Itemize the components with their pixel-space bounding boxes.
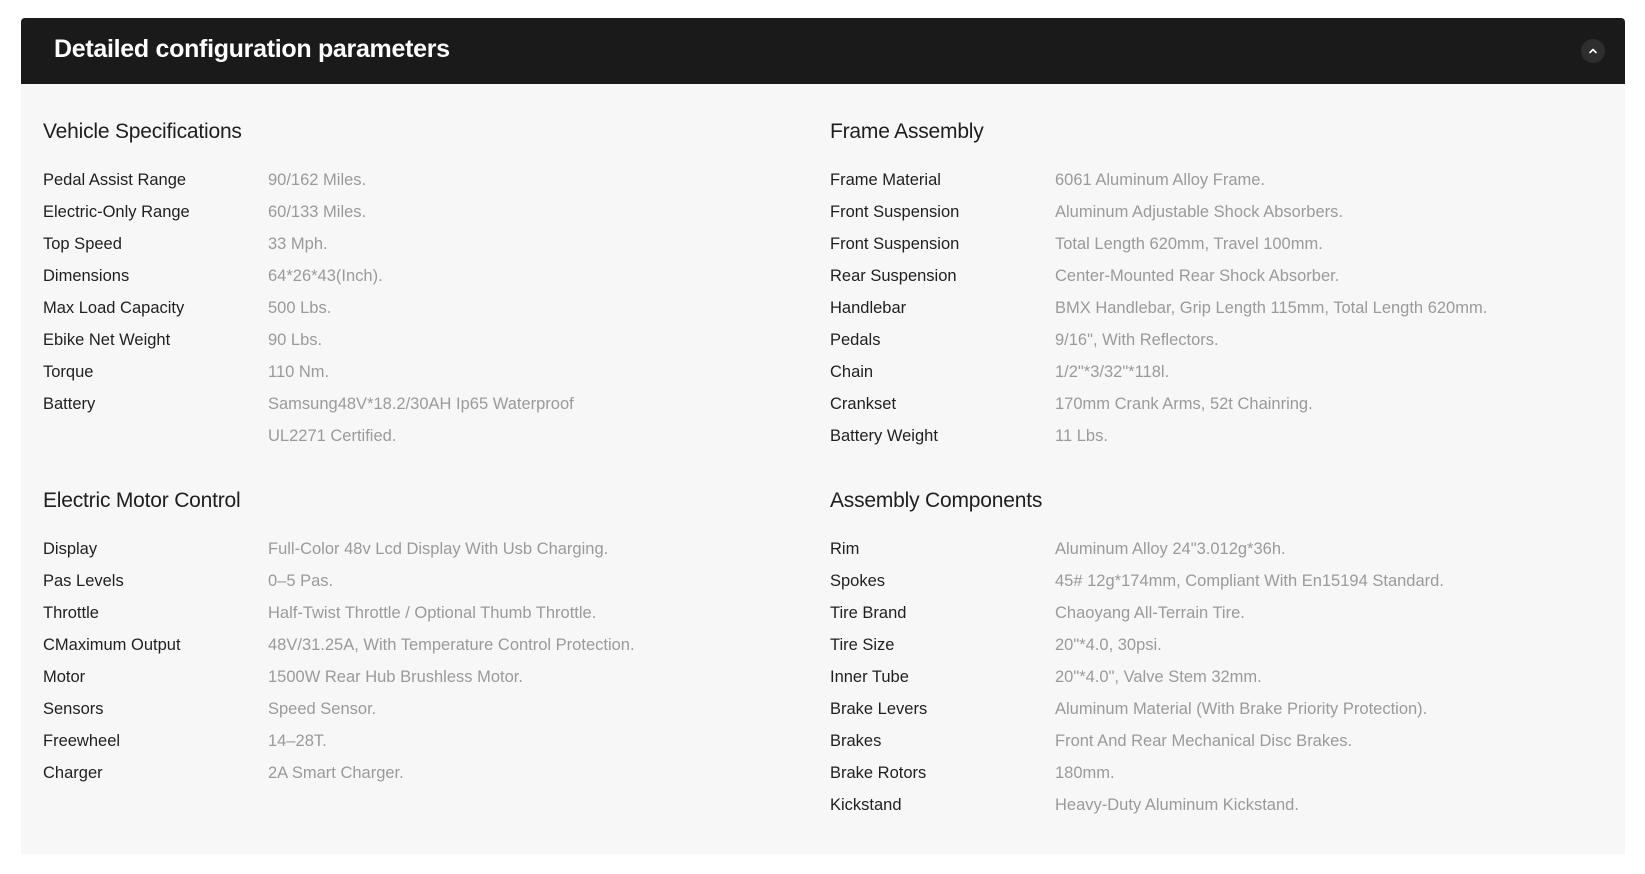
spec-value	[268, 356, 329, 388]
spec-value-text: 90/162 Miles.	[268, 171, 367, 189]
spec-value	[1055, 693, 1427, 725]
spec-value	[1055, 324, 1219, 356]
spec-label: Tire Brand	[830, 604, 907, 622]
spec-value-text: 45# 12g*174mm, Compliant With En15194 Standard.	[1055, 572, 1444, 590]
spec-value-text: 33 Mph.	[268, 235, 328, 253]
section-title: Frame Assembly	[830, 120, 984, 143]
spec-value-text: 20"*4.0", Valve Stem 32mm.	[1055, 668, 1262, 686]
spec-value	[268, 661, 523, 693]
spec-label: Ebike Net Weight	[43, 331, 171, 349]
spec-value-text: 48V/31.25A, With Temperature Control Protection.	[268, 636, 635, 654]
spec-value	[1055, 597, 1245, 629]
spec-value	[268, 324, 322, 356]
spec-value	[268, 629, 635, 661]
spec-value-text: 1/2"*3/32"*118l.	[1055, 363, 1170, 381]
spec-label: Rear Suspension	[830, 267, 957, 285]
spec-label: Chain	[830, 363, 874, 381]
spec-value-text: Aluminum Material (With Brake Priority Protection).	[1055, 700, 1428, 718]
spec-value	[1055, 260, 1339, 292]
spec-value-text: 90 Lbs.	[268, 331, 323, 349]
spec-label: Front Suspension	[830, 235, 960, 253]
chevron-up-icon	[1588, 47, 1598, 55]
spec-value	[268, 597, 596, 629]
spec-label: Kickstand	[830, 796, 902, 814]
spec-value-text: BMX Handlebar, Grip Length 115mm, Total Length 620mm.	[1055, 299, 1488, 317]
spec-label: Front Suspension	[830, 203, 960, 221]
spec-value-text: 60/133 Miles.	[268, 203, 367, 221]
spec-value-text: 6061 Aluminum Alloy Frame.	[1055, 171, 1266, 189]
config-panel	[21, 18, 1625, 854]
spec-value-text: 500 Lbs.	[268, 299, 332, 317]
spec-value-text: 170mm Crank Arms, 52t Chainring.	[1055, 395, 1313, 413]
spec-label: Tire Size	[830, 636, 895, 654]
spec-label: Sensors	[43, 700, 104, 718]
panel-title: Detailed configuration parameters	[54, 35, 450, 63]
spec-label: Freewheel	[43, 732, 121, 750]
spec-label: Pedal Assist Range	[43, 171, 187, 189]
spec-value-text: Aluminum Adjustable Shock Absorbers.	[1055, 203, 1343, 221]
spec-label: Charger	[43, 764, 103, 782]
spec-label: Motor	[43, 668, 86, 686]
spec-label: Torque	[43, 363, 94, 381]
spec-label: Max Load Capacity	[43, 299, 185, 317]
spec-value	[1055, 757, 1115, 789]
spec-value	[268, 757, 404, 789]
spec-value	[1055, 565, 1444, 597]
spec-label: Crankset	[830, 395, 897, 413]
spec-value-text: 20"*4.0, 30psi.	[1055, 636, 1162, 654]
spec-value-text: 9/16", With Reflectors.	[1055, 331, 1219, 349]
spec-value-text: 0–5 Pas.	[268, 572, 334, 590]
spec-value-text: Front And Rear Mechanical Disc Brakes.	[1055, 732, 1353, 750]
spec-label: CMaximum Output	[43, 636, 181, 654]
spec-value-text: Aluminum Alloy 24"3.012g*36h.	[1055, 540, 1286, 558]
spec-value	[1055, 661, 1262, 693]
spec-value	[268, 164, 366, 196]
spec-value	[1055, 196, 1343, 228]
spec-value	[268, 228, 328, 260]
spec-value	[1055, 356, 1169, 388]
section-title: Assembly Components	[830, 489, 1043, 512]
spec-label: Spokes	[830, 572, 886, 590]
spec-label: Battery Weight	[830, 427, 938, 445]
spec-label: Handlebar	[830, 299, 907, 317]
spec-value	[268, 292, 331, 324]
spec-label: Display	[43, 540, 98, 558]
spec-label: Rim	[830, 540, 860, 558]
spec-value-text: 2A Smart Charger.	[268, 764, 404, 782]
spec-label: Pas Levels	[43, 572, 124, 590]
section-title: Electric Motor Control	[43, 489, 241, 512]
spec-value	[1055, 789, 1299, 821]
spec-value	[1055, 629, 1162, 661]
spec-label: Dimensions	[43, 267, 130, 285]
spec-value-text: Half-Twist Throttle / Optional Thumb Throttle.	[268, 604, 597, 622]
spec-value-text: Center-Mounted Rear Shock Absorber.	[1055, 267, 1340, 285]
spec-label: Throttle	[43, 604, 99, 622]
collapse-button[interactable]	[1581, 39, 1605, 63]
spec-label: Brake Levers	[830, 700, 928, 718]
spec-value-text: Samsung48V*18.2/30AH Ip65 Waterproof	[268, 395, 574, 413]
panel-header[interactable]	[21, 18, 1625, 84]
spec-value-text: Heavy-Duty Aluminum Kickstand.	[1055, 796, 1299, 814]
spec-value-text: 14–28T.	[268, 732, 327, 750]
spec-value-text: Full-Color 48v Lcd Display With Usb Charging.	[268, 540, 609, 558]
spec-value-text: Total Length 620mm, Travel 100mm.	[1055, 235, 1323, 253]
spec-value-text: 64*26*43(Inch).	[268, 267, 383, 285]
spec-label: Brakes	[830, 732, 882, 750]
spec-value-text: Chaoyang All-Terrain Tire.	[1055, 604, 1245, 622]
spec-label: Brake Rotors	[830, 764, 927, 782]
spec-value	[268, 260, 383, 292]
spec-value	[268, 388, 574, 452]
spec-value	[1055, 292, 1487, 324]
spec-label: Electric-Only Range	[43, 203, 190, 221]
spec-value	[1055, 388, 1313, 420]
spec-label: Inner Tube	[830, 668, 909, 686]
spec-value	[268, 533, 608, 565]
spec-value	[1055, 164, 1265, 196]
spec-label: Top Speed	[43, 235, 122, 253]
spec-value	[1055, 228, 1323, 260]
spec-value	[1055, 725, 1352, 757]
spec-label: Pedals	[830, 331, 881, 349]
spec-value	[268, 693, 376, 725]
spec-value-text: 180mm.	[1055, 764, 1115, 782]
spec-value-text: 110 Nm.	[268, 363, 330, 381]
spec-value-text: Speed Sensor.	[268, 700, 377, 718]
spec-value	[1055, 533, 1286, 565]
spec-label: Frame Material	[830, 171, 941, 189]
spec-value	[268, 565, 333, 597]
section-title: Vehicle Specifications	[43, 120, 242, 143]
spec-value	[268, 196, 366, 228]
spec-value	[268, 725, 327, 757]
spec-value	[1055, 420, 1108, 452]
spec-value-text-continued: UL2271 Certified.	[268, 427, 397, 445]
spec-value-text: 1500W Rear Hub Brushless Motor.	[268, 668, 523, 686]
spec-value-text: 11 Lbs.	[1055, 427, 1108, 445]
spec-label: Battery	[43, 395, 96, 413]
